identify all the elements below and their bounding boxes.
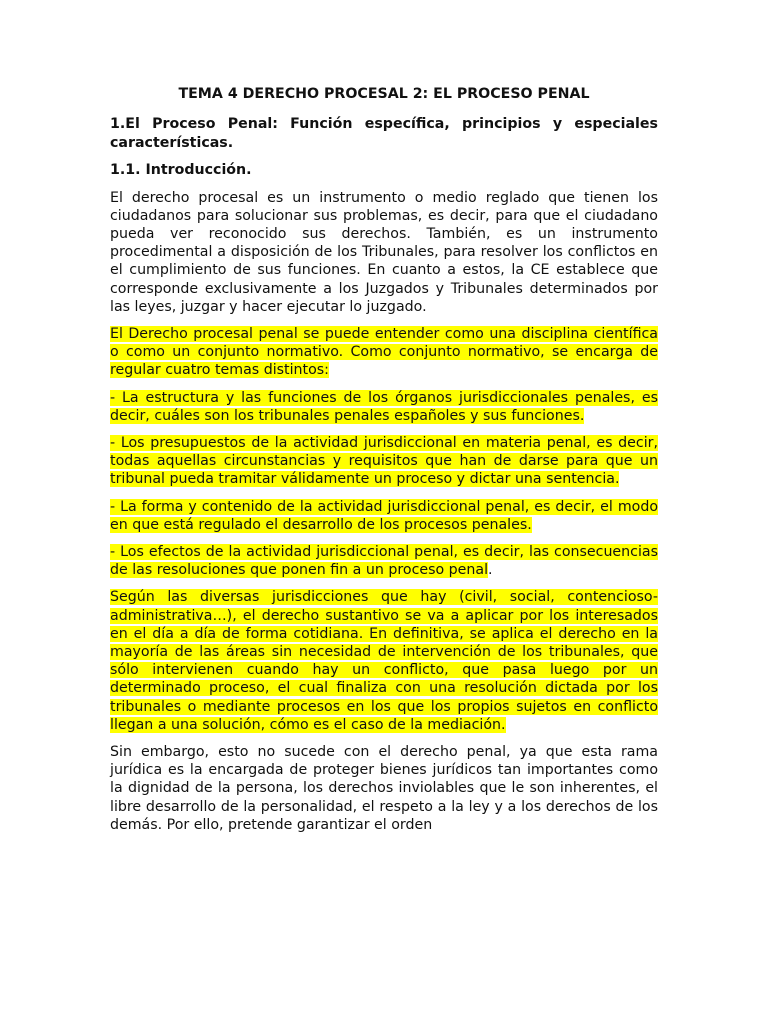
section-heading-1: 1.El Proceso Penal: Función específica, principios y especiales características. (110, 116, 658, 151)
paragraph-trailing-text: . (488, 562, 493, 579)
document-title: TEMA 4 DERECHO PROCESAL 2: EL PROCESO PENAL (178, 86, 590, 102)
paragraph-text: El derecho procesal es un instrumento o medio reglado que tienen los ciudadanos para solucionar sus problemas, es decir, para que el ciudadano pueda ver reconocido sus derechos. También, es un instrumento procedimental a disposición de los Tribunales, para resolver los conflictos en el cumplimiento de sus funciones. En cuanto a estos, la CE establece que corresponde exclusivamente a los Juzgados y Tribunales determinados por las leyes, juzgar y hacer ejecutar lo juzgado. (110, 189, 658, 315)
paragraph-jurisdicciones (110, 588, 658, 734)
paragraph-text: Sin embargo, esto no sucede con el derecho penal, ya que esta rama jurídica es la encargada de proteger bienes jurídicos tan importantes como la dignidad de la persona, los derechos inviolables que le son inherentes, el libre desarrollo de la personalidad, el respeto a la ley y a los derechos de los demás. Por ello, pretende garantizar el orden (110, 743, 658, 833)
highlighted-text: El Derecho procesal penal se puede entender como una disciplina científica o como un conjunto normativo. Como conjunto normativo, se encarga de regular cuatro temas distintos: (110, 325, 658, 379)
list-item-forma (110, 498, 658, 534)
paragraph-derecho-penal (110, 743, 658, 834)
highlighted-text: - Los efectos de la actividad jurisdiccional penal, es decir, las consecuencias de las resoluciones que ponen fin a un proceso penal (110, 543, 658, 579)
list-item-efectos (110, 543, 658, 579)
section-heading-1-1: 1.1. Introducción. (110, 162, 252, 178)
list-item-presupuestos (110, 434, 658, 489)
highlighted-text: - Los presupuestos de la actividad jurisdiccional en materia penal, es decir, todas aquellas circunstancias y requisitos que han de darse para que un tribunal pueda tramitar válidamente un proceso y dictar una sentencia. (110, 434, 658, 488)
list-item-structure (110, 389, 658, 425)
highlighted-text: Según las diversas jurisdicciones que hay (civil, social, contencioso-administrativa…), el derecho sustantivo se va a aplicar por los interesados en el día a día de forma cotidiana. En definitiva, se aplica el derecho en la mayoría de las áreas sin necesidad de intervención de los tribunales, que sólo intervienen cuando hay un conflicto, que pasa luego por un determinado proceso, el cual finaliza con una resolución dictada por los tribunales o mediante procesos en los que los propios sujetos en conflicto llegan a una solución, cómo es el caso de la mediación. (110, 589, 658, 733)
highlighted-text: - La forma y contenido de la actividad jurisdiccional penal, es decir, el modo en que está regulado el desarrollo de los procesos penales. (110, 498, 658, 533)
highlighted-text: - La estructura y las funciones de los órganos jurisdiccionales penales, es decir, cuáles son los tribunales penales españoles y sus funciones. (110, 389, 658, 424)
paragraph-highlighted (110, 325, 658, 380)
paragraph-intro (110, 189, 658, 316)
